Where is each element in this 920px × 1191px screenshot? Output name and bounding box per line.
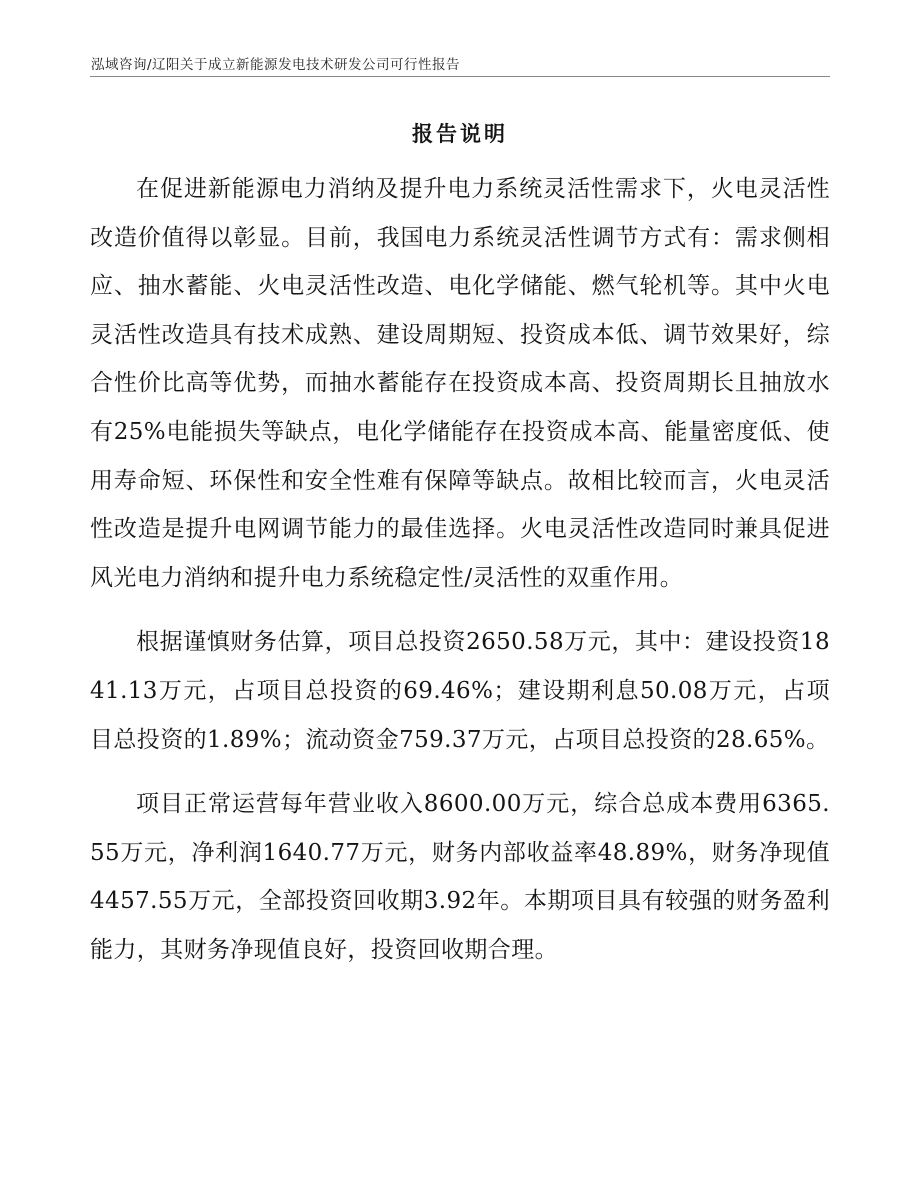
paragraph-background: 在促进新能源电力消纳及提升电力系统灵活性需求下，火电灵活性改造价值得以彰显。目前，我国电力系统灵活性调节方式有：需求侧相应、抽水蓄能、火电灵活性改造、电化学储能、燃气轮机等。其中火电灵活性改造具有技术成熟、建设周期短、投资成本低、调节效果好，综合性价比高等优势，而抽水蓄能存在投资成本高、投资周期长且抽放水有25%电能损失等缺点，电化学储能存在投资成本高、能量密度低、使用寿命短、环保性和安全性难有保障等缺点。故相比较而言，火电灵活性改造是提升电网调节能力的最佳选择。火电灵活性改造同时兼具促进风光电力消纳和提升电力系统稳定性/灵活性的双重作用。 xyxy=(90,176,830,591)
running-header: 泓域咨询/辽阳关于成立新能源发电技术研发公司可行性报告 xyxy=(91,57,461,73)
section-title: 报告说明 xyxy=(412,122,508,146)
header-divider xyxy=(90,76,830,77)
paragraph-financials: 项目正常运营每年营业收入8600.00万元，综合总成本费用6365.55万元，净利润1640.77万元，财务内部收益率48.89%，财务净现值4457.55万元，全部投资回收期3.92年。本期项目具有较强的财务盈利能力，其财务净现值良好，投资回收期合理。 xyxy=(90,791,830,963)
paragraph-investment: 根据谨慎财务估算，项目总投资2650.58万元，其中：建设投资1841.13万元，占项目总投资的69.46%；建设期利息50.08万元，占项目总投资的1.89%；流动资金759.37万元，占项目总投资的28.65%。 xyxy=(90,629,830,753)
report-body xyxy=(90,165,830,975)
